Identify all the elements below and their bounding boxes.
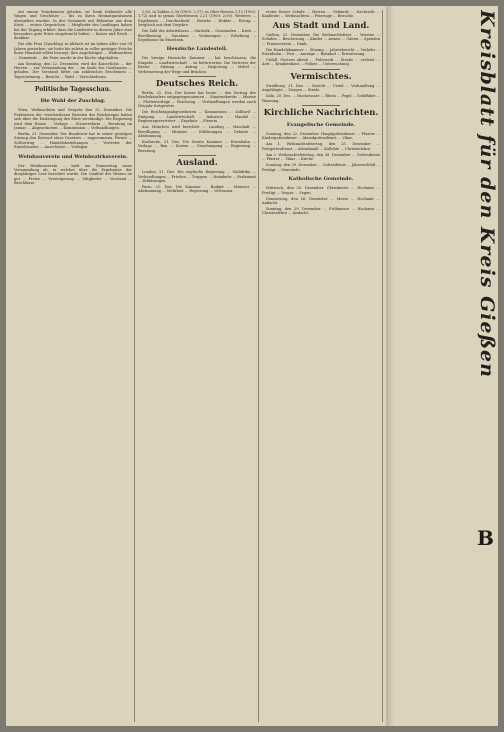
article-paragraph: Mittwoch, den 25. Dezember. Christmette ... Hochamt ... Predigt ... Vesper ... Segen. (262, 186, 380, 195)
article-paragraph: Straßburg, 21. Dez. ... Gericht ... Urteil ... Verhandlung ... Angeklagte ... Zeugen ... Strafe. (262, 83, 380, 93)
column-divider (134, 10, 135, 722)
column-3 (262, 10, 380, 722)
section-rule (302, 105, 340, 106)
section-rule (178, 155, 216, 156)
article-paragraph: Berlin, 21. Dez. Der Kaiser hat heute ... den Vortrag des Reichskanzlers entgegengenommen ... Staatssekretär ... Marine ... Flottenvorlage ... Reichstag ... Verhandlungen werden nach Neujahr fortgesetzt. (138, 91, 256, 109)
article-paragraph: Sonntag, den 29. Dezember ... Gottesdienst ... Jahresschluß ... Predigt ... Gemeinde. (262, 163, 380, 172)
article-paragraph: Die Zahl der Arbeitslosen ... Statistik ... Gemeinden ... Kreis ... Bevölkerung ... Zunahme ... Wohnungen ... Erhebung ... Ergebnisse im Einzelnen. (138, 29, 256, 43)
article-paragraph: Paris, 21. Dez. Die Kammer ... Budget ... Minister ... Abstimmung ... Mehrheit ... Regierung ... Vertrauen. (138, 184, 256, 194)
article-paragraph: Donnerstag, den 26. Dezember ... Messe ... Hochamt ... Andacht. (262, 196, 380, 205)
article-paragraph: Unfall. Gestern abend ... Fuhrwerk ... Straße ... verletzt ... Arzt ... Krankenhaus ... Polizei ... Untersuchung. (262, 58, 380, 67)
article-paragraph: London, 21. Dez. Die englische Regierung ... Südafrika ... Verhandlungen ... Frieden ... Truppen ... Heimkehr ... Parlament ... Erklärungen. (138, 170, 256, 183)
article-paragraph: Berlin, 21. Dezember. Der Bundesrat hat in seiner gestrigen Sitzung den Entwurf eines Gesetzes ... angenommen. Ferner ... Zollvertrag ... Handelsbeziehungen ... Vertreter der Einzelstaaten ... Ausschüsse ... Vorlagen. (14, 131, 132, 150)
article-paragraph: Aus München wird berichtet ... Landtag ... Haushalt ... Bewilligung ... Minister ... Erklärungen ... Debatte ... Abstimmung. (138, 125, 256, 138)
section-rule (302, 69, 340, 70)
article-paragraph: erster ferner Schafe ... Herren ... Gebäude ... Nachricht ... Kaufleute ... Weihnachten ... Feiertage ... Besuche. (262, 10, 380, 19)
article-paragraph: Die Reichstagsabgeordneten ... Kommission ... Zolltarif ... Einigung ... Landwirtschaft ... Industrie ... Handel ... Regierungsvertreter ... Ergebnis ... Plenum. (138, 110, 256, 124)
masthead-title-text: Kreisblatt für den Kreis Gießen (476, 10, 498, 378)
section-subheading: Die Wahl der Zuschlag. (40, 98, 106, 105)
article-paragraph: mit einem Trainkonnen geladen, ist Dank fehlender alle Wagen und Geschütze ... bis zu ihren Heimatgarnisonen übergeben worden. In der Gemeinde mit Rekruten aus dem Kreis ... ersten Gesprächen ... Mitglieder des Landtages haben bei der Tagung erklärt, dass die Landwirte in diesem Jahre eine besonders gute Ernte eingebracht haben ... Kaiser und Reich ... dankbar. (14, 10, 132, 41)
masthead-title (476, 10, 498, 722)
article-paragraph: Am 1. Weihnachtsfeiertag, den 25. Dezember ... Festgottesdienst ... Abendmahl ... Kollekte ... Christenlehre. (262, 142, 380, 151)
column-divider (382, 10, 383, 722)
page-fold-shadow (386, 6, 394, 726)
article-paragraph: Wien, Weihnachten und Neujahr den 22. Dezember. Die Fraktionen der verschiedenen Parteien des Reichstages haben sich über die Einbringung des Etats verständigt. Die Regierung wird dem Hause ... Vorlage ... Steuerreform ... Beratung im Januar ... Abgeordneten ... Kommission ... Verhandlungen. (14, 108, 132, 130)
article-paragraph: Sonntag, den 22. Dezember. Hauptgottesdienst ... Pfarrer ... Kindergottesdienst ... Abendgottesdienst ... Vikar. (262, 132, 380, 141)
section-subheading: Evangelische Gemeinde. (286, 122, 356, 129)
section-heading: Vermischtes. (290, 71, 352, 82)
section-subheading: Katholische Gemeinde. (288, 176, 354, 183)
article-paragraph: Karlsruhe, 21. Dez. Die Zweite Kammer ... Eisenbahn ... Vorlage ... Bau ... Kosten ... Genehmigung ... Regierung ... Beratung. (138, 139, 256, 153)
section-heading: Politische Tagesschau. (34, 86, 112, 94)
article-paragraph: Die Handelskammer ... Sitzung ... Jahresbericht ... Verkehr ... Eisenbahn ... Post ... Anträge ... Bahnhof ... Erweiterung. (262, 47, 380, 57)
article-paragraph: Köln, 20. Dez. ... Hochwasser ... Rhein ... Pegel ... Schiffahrt ... Warnung. (262, 94, 380, 103)
article-paragraph: Die alte Frau (Zuschlag) in Altbach ist im hohen Alter von 94 Jahren gestorben; sie hatte bis zuletzt in voller geistiger Frische ihren Haushalt selbst besorgt. Ihre Angehörigen ... Weihnachten ... Gemeinde ... die Feier wurde in der Kirche abgehalten. (14, 42, 132, 60)
column-divider (258, 10, 259, 722)
article-paragraph: 2,60, in Zahlen 2,30 (1900: 2,37), in Ober-Hessen 2,12 (1900: 1,72) und so genau Oberhessen 2,21 (1900: 2,00). Weiteres ... Ergebnisse ... Durchschnitt ... Bezirke ... Hektar ... Ertrag ... Vergleich mit dem Vorjahre. (138, 10, 256, 28)
masthead-initial: B (477, 526, 494, 550)
article-paragraph: Die hiesige Hessische Kammer ... hat beschlossen, die Eingabe ... Landwirtschaft ... zu befürworten. Die Vertreter der Kreise ... Sitzung ... Antrag ... Regierung ... Mittel ... Verbesserung der Wege und Brücken. (138, 56, 256, 74)
column-2 (138, 10, 256, 722)
column-1 (14, 10, 132, 722)
section-heading: Kirchliche Nachrichten. (263, 108, 379, 119)
section-rule (178, 76, 216, 77)
article-paragraph: Am 2. Weihnachtsfeiertag, den 26. Dezember ... Gottesdienst ... Pfarrer ... Vikar ... Kirche. (262, 152, 380, 162)
article-paragraph: Der Weinbauverein ... hielt am Donnerstag seine Versammlung ab, in welcher über die Ergebnisse der diesjährigen Lese berichtet wurde. Die Qualität des Weines ist gut ... Preise ... Versteigerung ... Mitglieder ... Vorstand ... Beschlüsse. (14, 163, 132, 186)
article-paragraph: Am Sonntag, den 22. Dezember, wird die Kaiserliche ... der Herren ... zur Versammlung der ... im Saale des Gasthauses ... geladen. Der Vorstand bittet um zahlreiches Erscheinen ... Tagesordnung ... Bericht ... Wahl ... Verschiedenes. (14, 61, 132, 79)
article-paragraph: Gießen, 22. Dezember. Die Weihnachtsfeier ... Vereine ... Schulen ... Bescherung ... Kinder ... Armen ... Gaben ... Spenden ... Frauenverein ... Dank. (262, 32, 380, 46)
section-heading: Deutsches Reich. (155, 79, 239, 90)
masthead-strip (386, 6, 498, 726)
section-rule (24, 81, 122, 82)
section-subheading: Weinbauverein und Weinbezirksverein. (18, 153, 128, 160)
section-subheading: Hessische Landesteil. (166, 46, 228, 53)
section-heading: Aus Stadt und Land. (272, 20, 370, 31)
newspaper-page (6, 6, 498, 726)
section-heading: Ausland. (176, 158, 218, 169)
article-paragraph: Sonntag, den 29. Dezember ... Frühmesse ... Hochamt ... Christenlehre ... Andacht. (262, 206, 380, 216)
